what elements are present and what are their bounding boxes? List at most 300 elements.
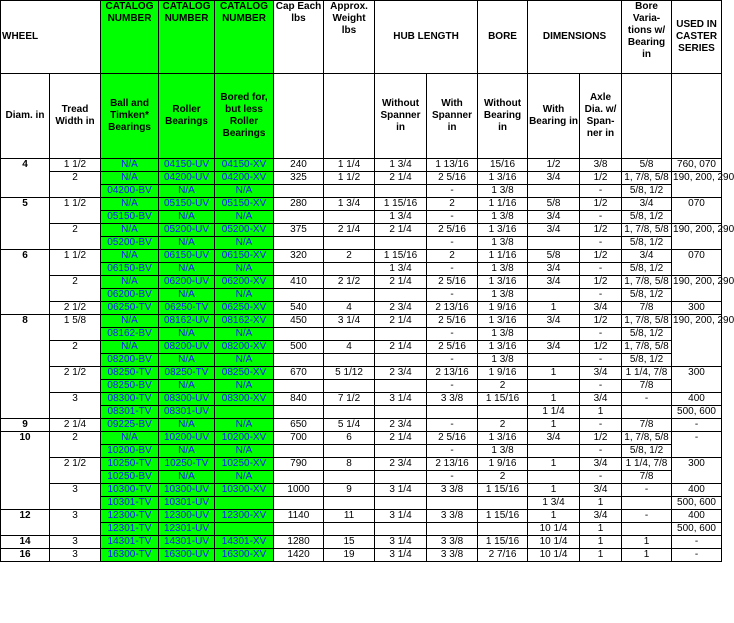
- bore-with-bearing: [528, 354, 580, 367]
- capacity: 500: [274, 341, 324, 354]
- bored-catalog: 10250-XV: [215, 458, 274, 471]
- bore-variations: 1, 7/8, 5/8: [622, 315, 672, 328]
- hub-without-spanner: 1 3/4: [375, 159, 427, 172]
- bore-variations: 5/8, 1/2: [622, 328, 672, 341]
- hub-with-spanner: 2 13/16: [427, 458, 478, 471]
- capacity: 325: [274, 172, 324, 185]
- hub-without-spanner: [375, 445, 427, 458]
- axle-diameter: 1/2: [580, 172, 622, 185]
- axle-diameter: -: [580, 328, 622, 341]
- header-blank-weight: [324, 74, 375, 159]
- bore-without-bearing: 1 3/16: [478, 276, 528, 289]
- bore-without-bearing: 1 15/16: [478, 393, 528, 406]
- header-used-in-caster-series: USED IN CASTER SERIES: [672, 1, 722, 74]
- tread-width: 3: [50, 510, 101, 536]
- weight: [324, 263, 375, 276]
- hub-with-spanner: -: [427, 419, 478, 432]
- capacity: 375: [274, 224, 324, 237]
- header-bore-variations: Bore Varia-tions w/ Bearing in: [622, 1, 672, 74]
- bored-catalog: N/A: [215, 237, 274, 250]
- hub-without-spanner: [375, 289, 427, 302]
- hub-without-spanner: 2 1/4: [375, 276, 427, 289]
- roller-bearing-catalog: N/A: [159, 237, 215, 250]
- header-row-sub: [1, 74, 722, 159]
- tread-width: 2 1/2: [50, 302, 101, 315]
- hub-without-spanner: [375, 380, 427, 393]
- bore-with-bearing: 1: [528, 302, 580, 315]
- bored-catalog: 08250-XV: [215, 367, 274, 380]
- header-ball-bearings: Ball and Timken* Bearings: [101, 74, 159, 159]
- header-weight: Approx. Weight lbs: [324, 1, 375, 74]
- hub-with-spanner: [427, 523, 478, 536]
- roller-bearing-catalog: 08300-UV: [159, 393, 215, 406]
- weight: 1 1/4: [324, 159, 375, 172]
- bore-without-bearing: 2: [478, 380, 528, 393]
- bore-variations: -: [622, 393, 672, 406]
- axle-diameter: 1/2: [580, 432, 622, 445]
- axle-diameter: 1: [580, 549, 622, 562]
- bored-catalog: N/A: [215, 328, 274, 341]
- caster-series: 300: [672, 302, 722, 315]
- hub-without-spanner: 3 1/4: [375, 393, 427, 406]
- axle-diameter: -: [580, 263, 622, 276]
- roller-bearing-catalog: 08301-UV: [159, 406, 215, 419]
- axle-diameter: -: [580, 289, 622, 302]
- hub-without-spanner: 2 3/4: [375, 458, 427, 471]
- hub-with-spanner: 2 5/16: [427, 432, 478, 445]
- header-blank-series: [672, 74, 722, 159]
- ball-bearing-catalog: 08200-BV: [101, 354, 159, 367]
- weight: [324, 471, 375, 484]
- roller-bearing-catalog: 10250-TV: [159, 458, 215, 471]
- bore-without-bearing: 2 7/16: [478, 549, 528, 562]
- bore-variations: 7/8: [622, 380, 672, 393]
- bored-catalog: N/A: [215, 445, 274, 458]
- bore-with-bearing: [528, 289, 580, 302]
- capacity: [274, 289, 324, 302]
- wheel-diameter: 12: [1, 510, 50, 536]
- weight: [324, 523, 375, 536]
- table-row: [1, 406, 722, 419]
- bored-catalog: N/A: [215, 185, 274, 198]
- table-row: [1, 419, 722, 432]
- bored-catalog: 04200-XV: [215, 172, 274, 185]
- axle-diameter: 3/8: [580, 159, 622, 172]
- bore-with-bearing: 10 1/4: [528, 549, 580, 562]
- weight: [324, 289, 375, 302]
- roller-bearing-catalog: 10301-UV: [159, 497, 215, 510]
- axle-diameter: 1: [580, 406, 622, 419]
- bore-without-bearing: 1 3/8: [478, 289, 528, 302]
- ball-bearing-catalog: N/A: [101, 276, 159, 289]
- header-bore: BORE: [478, 1, 528, 74]
- bored-catalog: 12300-XV: [215, 510, 274, 523]
- roller-bearing-catalog: 08200-UV: [159, 341, 215, 354]
- bore-variations: [622, 523, 672, 536]
- bore-variations: 1 1/4, 7/8: [622, 367, 672, 380]
- capacity: 410: [274, 276, 324, 289]
- roller-bearing-catalog: N/A: [159, 289, 215, 302]
- wheel-diameter: 14: [1, 536, 50, 549]
- bored-catalog: N/A: [215, 263, 274, 276]
- ball-bearing-catalog: 10301-TV: [101, 497, 159, 510]
- weight: 2 1/2: [324, 276, 375, 289]
- capacity: [274, 354, 324, 367]
- bored-catalog: 06150-XV: [215, 250, 274, 263]
- tread-width: 2: [50, 341, 101, 367]
- hub-with-spanner: 2 5/16: [427, 341, 478, 354]
- bore-with-bearing: 1 3/4: [528, 497, 580, 510]
- ball-bearing-catalog: 08250-BV: [101, 380, 159, 393]
- roller-bearing-catalog: 14301-UV: [159, 536, 215, 549]
- wheel-diameter: 8: [1, 315, 50, 419]
- weight: [324, 354, 375, 367]
- weight: [324, 328, 375, 341]
- caster-series: -: [672, 419, 722, 432]
- header-wheel: WHEEL: [1, 1, 101, 74]
- table-row: [1, 211, 722, 224]
- capacity: [274, 185, 324, 198]
- roller-bearing-catalog: N/A: [159, 380, 215, 393]
- bore-without-bearing: 1 3/16: [478, 341, 528, 354]
- bore-without-bearing: 1 9/16: [478, 367, 528, 380]
- bore-with-bearing: [528, 471, 580, 484]
- hub-without-spanner: [375, 497, 427, 510]
- axle-diameter: 3/4: [580, 510, 622, 523]
- bored-catalog: 10200-XV: [215, 432, 274, 445]
- tread-width: 1 5/8: [50, 315, 101, 341]
- table-row: [1, 380, 722, 393]
- wheel-diameter: 10: [1, 432, 50, 510]
- hub-with-spanner: [427, 497, 478, 510]
- axle-diameter: -: [580, 211, 622, 224]
- bored-catalog: 08200-XV: [215, 341, 274, 354]
- wheel-diameter: 5: [1, 198, 50, 250]
- wheel-diameter: 6: [1, 250, 50, 315]
- bore-variations: 3/4: [622, 198, 672, 211]
- bored-catalog: N/A: [215, 419, 274, 432]
- roller-bearing-catalog: 06150-UV: [159, 250, 215, 263]
- ball-bearing-catalog: 14301-TV: [101, 536, 159, 549]
- bore-without-bearing: [478, 497, 528, 510]
- bore-without-bearing: 1 9/16: [478, 458, 528, 471]
- roller-bearing-catalog: 05150-UV: [159, 198, 215, 211]
- bore-without-bearing: 1 3/8: [478, 211, 528, 224]
- tread-width: 1 1/2: [50, 198, 101, 224]
- roller-bearing-catalog: N/A: [159, 263, 215, 276]
- weight: 3 1/4: [324, 315, 375, 328]
- capacity: [274, 445, 324, 458]
- hub-with-spanner: -: [427, 289, 478, 302]
- weight: 5 1/4: [324, 419, 375, 432]
- table-row: [1, 289, 722, 302]
- bore-variations: [622, 406, 672, 419]
- roller-bearing-catalog: 10200-UV: [159, 432, 215, 445]
- bore-with-bearing: [528, 328, 580, 341]
- bore-variations: 5/8, 1/2: [622, 354, 672, 367]
- bored-catalog: N/A: [215, 211, 274, 224]
- wheel-diameter: 16: [1, 549, 50, 562]
- bore-without-bearing: 1 3/8: [478, 328, 528, 341]
- tread-width: 3: [50, 536, 101, 549]
- axle-diameter: 1/2: [580, 315, 622, 328]
- bore-variations: 5/8, 1/2: [622, 237, 672, 250]
- hub-without-spanner: [375, 237, 427, 250]
- header-hub-length: HUB LENGTH: [375, 1, 478, 74]
- bore-variations: 1, 7/8, 5/8: [622, 341, 672, 354]
- axle-diameter: 1: [580, 523, 622, 536]
- bore-variations: 7/8: [622, 471, 672, 484]
- bore-without-bearing: 15/16: [478, 159, 528, 172]
- caster-series: 760, 070: [672, 159, 722, 172]
- table-row: [1, 497, 722, 510]
- hub-without-spanner: [375, 328, 427, 341]
- table-row: [1, 302, 722, 315]
- table-row: [1, 198, 722, 211]
- hub-with-spanner: 2 13/16: [427, 302, 478, 315]
- bore-variations: 5/8, 1/2: [622, 185, 672, 198]
- hub-with-spanner: 2 5/16: [427, 276, 478, 289]
- weight: [324, 237, 375, 250]
- bore-variations: 1, 7/8, 5/8: [622, 276, 672, 289]
- roller-bearing-catalog: 05200-UV: [159, 224, 215, 237]
- table-row: [1, 445, 722, 458]
- bore-without-bearing: 1 3/16: [478, 432, 528, 445]
- header-axle-dia: Axle Dia. w/ Span-ner in: [580, 74, 622, 159]
- hub-with-spanner: 3 3/8: [427, 484, 478, 497]
- table-row: [1, 237, 722, 250]
- bore-with-bearing: 5/8: [528, 198, 580, 211]
- hub-without-spanner: 3 1/4: [375, 549, 427, 562]
- bored-catalog: 08162-XV: [215, 315, 274, 328]
- ball-bearing-catalog: 10200-BV: [101, 445, 159, 458]
- weight: 2: [324, 250, 375, 263]
- bore-variations: 7/8: [622, 419, 672, 432]
- table-row: [1, 185, 722, 198]
- bore-without-bearing: 1 3/16: [478, 315, 528, 328]
- bore-with-bearing: 1: [528, 393, 580, 406]
- bore-with-bearing: 3/4: [528, 315, 580, 328]
- capacity: [274, 263, 324, 276]
- weight: [324, 406, 375, 419]
- ball-bearing-catalog: 08250-TV: [101, 367, 159, 380]
- bore-variations: -: [622, 510, 672, 523]
- hub-with-spanner: -: [427, 445, 478, 458]
- wheel-diameter: 9: [1, 419, 50, 432]
- caster-series: 190, 200, 290: [672, 315, 722, 367]
- weight: 11: [324, 510, 375, 523]
- weight: 1 1/2: [324, 172, 375, 185]
- hub-with-spanner: 3 3/8: [427, 549, 478, 562]
- table-row: [1, 354, 722, 367]
- hub-with-spanner: 2 13/16: [427, 367, 478, 380]
- weight: 15: [324, 536, 375, 549]
- ball-bearing-catalog: 10250-BV: [101, 471, 159, 484]
- table-row: [1, 263, 722, 276]
- caster-series: 070: [672, 198, 722, 224]
- hub-without-spanner: 1 3/4: [375, 263, 427, 276]
- capacity: 1140: [274, 510, 324, 523]
- tread-width: 2: [50, 276, 101, 302]
- hub-without-spanner: 3 1/4: [375, 510, 427, 523]
- bore-with-bearing: [528, 380, 580, 393]
- weight: [324, 380, 375, 393]
- bore-with-bearing: 3/4: [528, 432, 580, 445]
- caster-series: 190, 200, 290: [672, 276, 722, 302]
- axle-diameter: -: [580, 471, 622, 484]
- wheel-diameter: 4: [1, 159, 50, 198]
- roller-bearing-catalog: 12300-UV: [159, 510, 215, 523]
- bore-with-bearing: 5/8: [528, 250, 580, 263]
- bored-catalog: 10300-XV: [215, 484, 274, 497]
- hub-with-spanner: -: [427, 471, 478, 484]
- weight: 1 3/4: [324, 198, 375, 211]
- hub-without-spanner: 2 3/4: [375, 302, 427, 315]
- header-blank-cap: [274, 74, 324, 159]
- axle-diameter: -: [580, 185, 622, 198]
- bore-with-bearing: 10 1/4: [528, 523, 580, 536]
- roller-bearing-catalog: N/A: [159, 419, 215, 432]
- roller-bearing-catalog: 06250-TV: [159, 302, 215, 315]
- caster-series: 400: [672, 393, 722, 406]
- tread-width: 3: [50, 393, 101, 419]
- ball-bearing-catalog: 06150-BV: [101, 263, 159, 276]
- axle-diameter: -: [580, 445, 622, 458]
- weight: 4: [324, 341, 375, 354]
- capacity: 650: [274, 419, 324, 432]
- capacity: [274, 523, 324, 536]
- hub-with-spanner: 3 3/8: [427, 510, 478, 523]
- bore-without-bearing: 1 15/16: [478, 484, 528, 497]
- ball-bearing-catalog: N/A: [101, 315, 159, 328]
- table-row: [1, 315, 722, 328]
- roller-bearing-catalog: 12301-UV: [159, 523, 215, 536]
- tread-width: 1 1/2: [50, 250, 101, 276]
- hub-without-spanner: 1 3/4: [375, 211, 427, 224]
- bored-catalog: 06250-XV: [215, 302, 274, 315]
- roller-bearing-catalog: 08162-UV: [159, 315, 215, 328]
- hub-with-spanner: 2: [427, 250, 478, 263]
- hub-with-spanner: -: [427, 185, 478, 198]
- header-hub-without-spanner: Without Spanner in: [375, 74, 427, 159]
- axle-diameter: 1: [580, 497, 622, 510]
- tread-width: 3: [50, 549, 101, 562]
- hub-with-spanner: 3 3/8: [427, 393, 478, 406]
- header-catalog-number-1: CATALOG NUMBER: [101, 1, 159, 74]
- ball-bearing-catalog: 08300-TV: [101, 393, 159, 406]
- roller-bearing-catalog: N/A: [159, 354, 215, 367]
- weight: 19: [324, 549, 375, 562]
- header-catalog-number-2: CATALOG NUMBER: [159, 1, 215, 74]
- tread-width: 2 1/4: [50, 419, 101, 432]
- bore-with-bearing: 1 1/4: [528, 406, 580, 419]
- bore-variations: [622, 497, 672, 510]
- capacity: 790: [274, 458, 324, 471]
- roller-bearing-catalog: N/A: [159, 328, 215, 341]
- bore-with-bearing: 3/4: [528, 224, 580, 237]
- bored-catalog: N/A: [215, 380, 274, 393]
- table-row: [1, 484, 722, 497]
- axle-diameter: 3/4: [580, 458, 622, 471]
- hub-with-spanner: -: [427, 263, 478, 276]
- ball-bearing-catalog: 10250-TV: [101, 458, 159, 471]
- hub-with-spanner: [427, 406, 478, 419]
- bore-without-bearing: 1 3/8: [478, 354, 528, 367]
- table-row: [1, 224, 722, 237]
- tread-width: 2 1/2: [50, 367, 101, 393]
- ball-bearing-catalog: 12301-TV: [101, 523, 159, 536]
- ball-bearing-catalog: 05150-BV: [101, 211, 159, 224]
- capacity: 280: [274, 198, 324, 211]
- caster-series: 300: [672, 458, 722, 484]
- ball-bearing-catalog: N/A: [101, 198, 159, 211]
- roller-bearing-catalog: 08250-TV: [159, 367, 215, 380]
- bore-with-bearing: 1: [528, 367, 580, 380]
- tread-width: 2: [50, 432, 101, 458]
- bore-variations: 5/8, 1/2: [622, 445, 672, 458]
- bore-variations: 5/8, 1/2: [622, 289, 672, 302]
- ball-bearing-catalog: 16300-TV: [101, 549, 159, 562]
- table-row: [1, 510, 722, 523]
- tread-width: 3: [50, 484, 101, 510]
- hub-without-spanner: 2 1/4: [375, 172, 427, 185]
- capacity: 1420: [274, 549, 324, 562]
- hub-without-spanner: 1 15/16: [375, 250, 427, 263]
- header-tread-width: Tread Width in: [50, 74, 101, 159]
- capacity: [274, 380, 324, 393]
- capacity: [274, 328, 324, 341]
- bored-catalog: 16300-XV: [215, 549, 274, 562]
- table-row: [1, 276, 722, 289]
- hub-without-spanner: 2 3/4: [375, 419, 427, 432]
- bore-variations: 1, 7/8, 5/8: [622, 172, 672, 185]
- capacity: 320: [274, 250, 324, 263]
- ball-bearing-catalog: N/A: [101, 341, 159, 354]
- weight: 8: [324, 458, 375, 471]
- ball-bearing-catalog: 05200-BV: [101, 237, 159, 250]
- hub-with-spanner: 2 5/16: [427, 172, 478, 185]
- roller-bearing-catalog: N/A: [159, 471, 215, 484]
- roller-bearing-catalog: 04200-UV: [159, 172, 215, 185]
- ball-bearing-catalog: 12300-TV: [101, 510, 159, 523]
- bore-with-bearing: [528, 237, 580, 250]
- hub-with-spanner: -: [427, 380, 478, 393]
- hub-with-spanner: 2 5/16: [427, 315, 478, 328]
- weight: [324, 497, 375, 510]
- hub-with-spanner: -: [427, 354, 478, 367]
- ball-bearing-catalog: N/A: [101, 250, 159, 263]
- hub-without-spanner: [375, 523, 427, 536]
- bore-without-bearing: 1 15/16: [478, 536, 528, 549]
- bore-without-bearing: 1 3/8: [478, 263, 528, 276]
- bore-variations: 1, 7/8, 5/8: [622, 432, 672, 445]
- caster-series: 400: [672, 484, 722, 497]
- weight: 2 1/4: [324, 224, 375, 237]
- caster-series: 070: [672, 250, 722, 276]
- tread-width: 2: [50, 172, 101, 198]
- table-row: [1, 432, 722, 445]
- header-catalog-number-3: CATALOG NUMBER: [215, 1, 274, 74]
- bore-without-bearing: 1 1/16: [478, 198, 528, 211]
- hub-with-spanner: -: [427, 237, 478, 250]
- bore-with-bearing: 3/4: [528, 341, 580, 354]
- hub-without-spanner: [375, 354, 427, 367]
- table-row: [1, 172, 722, 185]
- bore-with-bearing: 1: [528, 510, 580, 523]
- table-row: [1, 549, 722, 562]
- axle-diameter: 3/4: [580, 367, 622, 380]
- ball-bearing-catalog: 09225-BV: [101, 419, 159, 432]
